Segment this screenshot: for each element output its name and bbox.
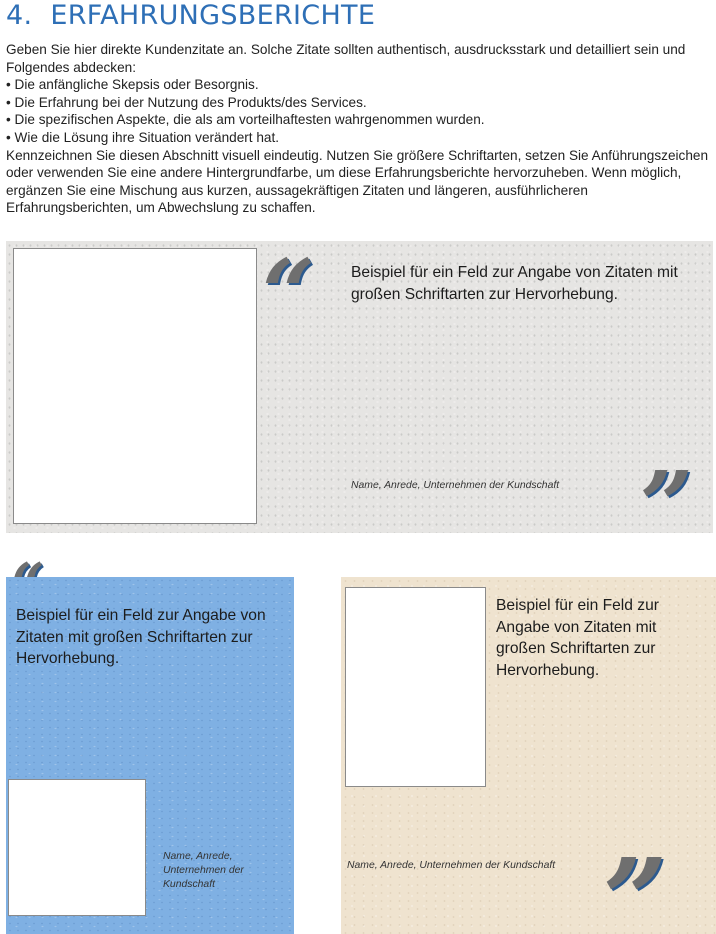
intro-closing: Kennzeichnen Sie diesen Abschnitt visuell eindeutig. Nutzen Sie größere Schriftarten, setzen Sie Anführungszeichen oder verwenden Sie eine andere Hintergrundfarbe, um diese Erfahrungsberichte hervorzuheben. Wenn möglich, ergänzen Sie eine Mischung aus kurzen, aussagekräftigen Zitaten und längeren, ausführlicheren Erfahrungsberichten, um Abwechslung zu schaffen. [6, 147, 709, 216]
intro-bullet: • Die spezifischen Aspekte, die als am vorteilhaftesten wahrgenommen wurden. [6, 111, 712, 129]
testimonial-panel-gray [6, 241, 713, 533]
customer-photo-placeholder [13, 248, 257, 524]
testimonial-panel-blue [6, 577, 294, 934]
intro-text [6, 41, 712, 217]
testimonial-attribution: Name, Anrede, Unternehmen der Kundschaft [347, 860, 556, 871]
testimonial-quote: Beispiel für ein Feld zur Angabe von Zitaten mit großen Schriftarten zur Hervorhebung. [16, 607, 266, 667]
testimonial-panel-beige [341, 577, 716, 934]
intro-lead: Geben Sie hier direkte Kundenzitate an. Solche Zitate sollten authentisch, ausdrucksstark und detailliert sein und Folgendes abdecken: [6, 42, 686, 75]
intro-bullet: • Die Erfahrung bei der Nutzung des Produkts/des Services. [6, 94, 712, 112]
testimonial-quote: Beispiel für ein Feld zur Angabe von Zitaten mit großen Schriftarten zur Hervorhebung. [351, 264, 678, 303]
testimonial-attribution: Name, Anrede, Unternehmen der Kundschaft [351, 480, 560, 491]
intro-bullet: • Die anfängliche Skepsis oder Besorgnis. [6, 76, 712, 94]
close-quote-icon: ” [603, 835, 668, 934]
section-number: 4. [6, 0, 33, 31]
testimonial-attribution: Name, Anrede, Unternehmen der Kundschaft [163, 851, 244, 890]
open-quote-icon: “ [262, 241, 315, 347]
customer-photo-placeholder [345, 587, 486, 787]
section-title: ERFAHRUNGSBERICHTE [50, 0, 376, 31]
section-heading [6, 0, 375, 31]
testimonial-quote: Beispiel für ein Feld zur Angabe von Zitaten mit großen Schriftarten zur Hervorhebung. [496, 597, 659, 679]
customer-photo-placeholder [8, 779, 146, 916]
close-quote-icon: ” [640, 451, 693, 533]
intro-bullet-list [6, 76, 712, 146]
intro-bullet: • Wie die Lösung ihre Situation verändert hat. [6, 129, 712, 147]
